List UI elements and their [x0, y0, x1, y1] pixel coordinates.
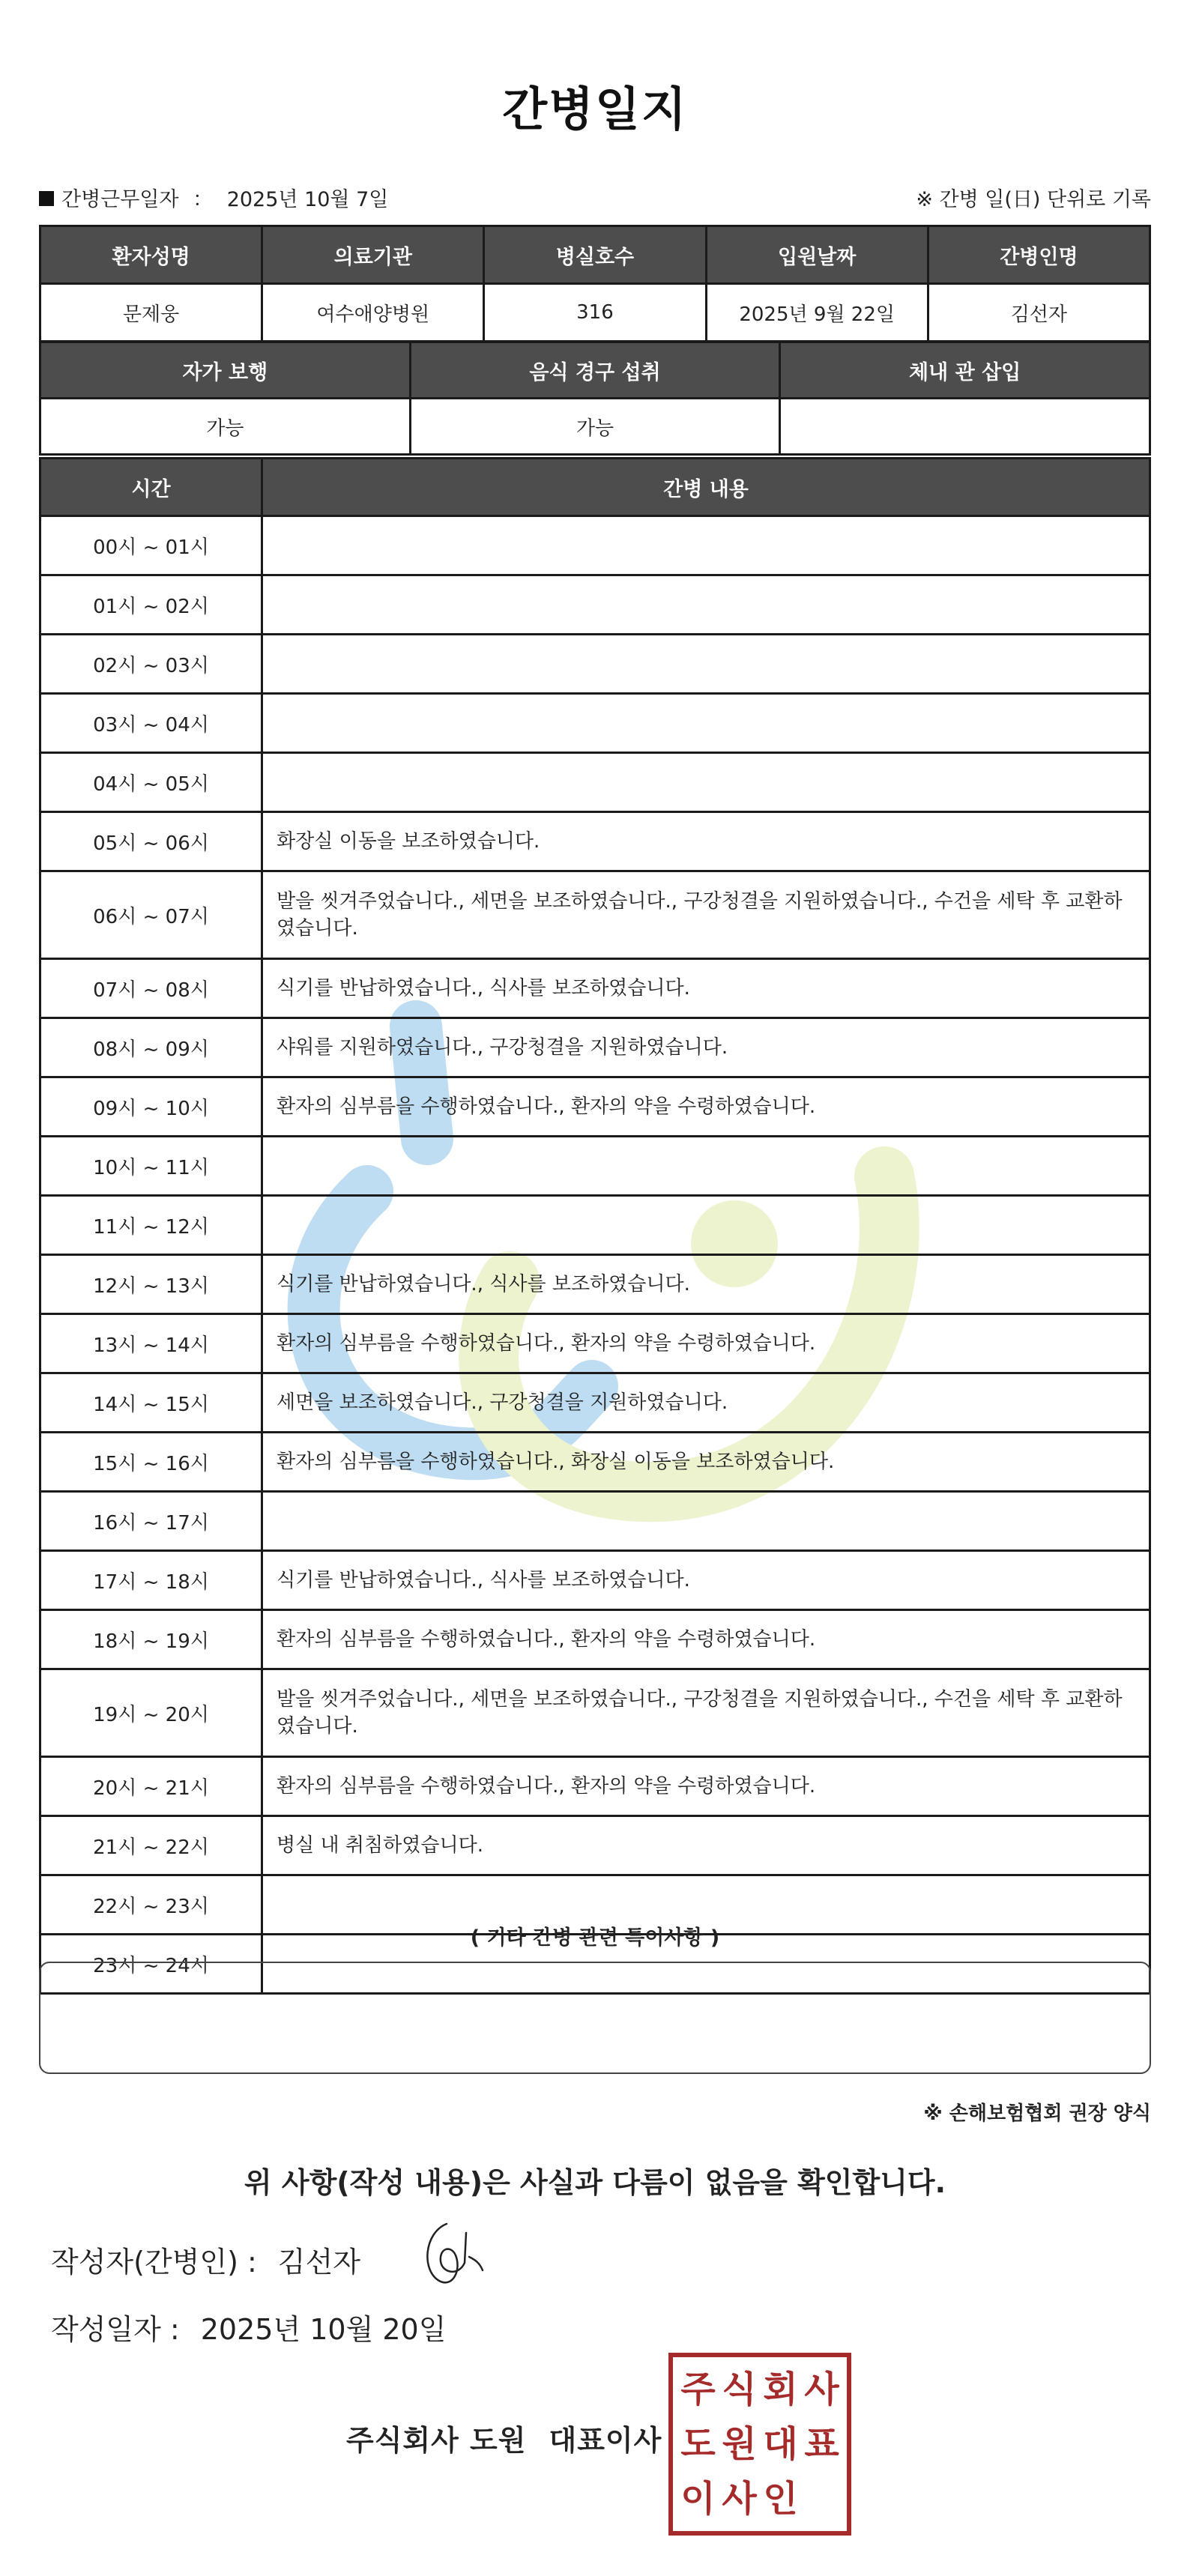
care-log-content: 식기를 반납하였습니다., 식사를 보조하였습니다.	[262, 959, 1150, 1018]
patient-status-value-row	[40, 399, 1150, 455]
care-log-row	[40, 959, 1150, 1018]
patient-status-header-row	[40, 342, 1150, 399]
patient-info-header-row	[40, 226, 1150, 284]
care-log-time: 13시 ~ 14시	[40, 1314, 262, 1373]
hospital-value: 여수애양병원	[262, 284, 484, 342]
care-log-time: 20시 ~ 21시	[40, 1757, 262, 1816]
header-hospital: 의료기관	[262, 226, 484, 284]
header-patient-name: 환자성명	[40, 226, 262, 284]
care-log-header-row	[40, 459, 1150, 516]
care-log-row	[40, 1433, 1150, 1492]
seal-character: 사	[804, 2368, 839, 2410]
care-log-row	[40, 575, 1150, 635]
care-log-row	[40, 1757, 1150, 1816]
care-log-row	[40, 1196, 1150, 1255]
care-log-row	[40, 1018, 1150, 1077]
care-log-content: 환자의 심부름을 수행하였습니다., 환자의 약을 수령하였습니다.	[262, 1757, 1150, 1816]
care-log-row	[40, 753, 1150, 812]
care-log-content: 환자의 심부름을 수행하였습니다., 환자의 약을 수령하였습니다.	[262, 1314, 1150, 1373]
care-log-row	[40, 694, 1150, 753]
seal-character: 주	[680, 2368, 716, 2410]
care-log-content	[262, 753, 1150, 812]
care-log-content: 발을 씻겨주었습니다., 세면을 보조하였습니다., 구강청결을 지원하였습니다., 수건을 세탁 후 교환하였습니다.	[262, 1669, 1150, 1757]
care-log-time: 17시 ~ 18시	[40, 1551, 262, 1610]
care-log-time: 12시 ~ 13시	[40, 1255, 262, 1314]
caregiver-name-value: 김선자	[928, 284, 1150, 342]
seal-character: 사	[722, 2478, 757, 2521]
page-title: 간병일지	[502, 82, 688, 136]
care-log-row	[40, 1373, 1150, 1433]
care-log-time: 00시 ~ 01시	[40, 516, 262, 575]
care-log-body	[40, 516, 1150, 1994]
written-date-line	[51, 2306, 446, 2347]
writer-line	[51, 2239, 360, 2280]
care-log-row	[40, 1551, 1150, 1610]
care-log-time: 21시 ~ 22시	[40, 1816, 262, 1875]
header-admission-date: 입원날짜	[706, 226, 928, 284]
care-log-time: 03시 ~ 04시	[40, 694, 262, 753]
care-log-content: 환자의 심부름을 수행하였습니다., 환자의 약을 수령하였습니다.	[262, 1077, 1150, 1137]
care-log-time: 06시 ~ 07시	[40, 871, 262, 959]
care-log-row	[40, 1816, 1150, 1875]
seal-character: 도	[680, 2422, 716, 2465]
care-log-content: 샤워를 지원하였습니다., 구강청결을 지원하였습니다.	[262, 1018, 1150, 1077]
care-log-time: 09시 ~ 10시	[40, 1077, 262, 1137]
care-log-content: 세면을 보조하였습니다., 구강청결을 지원하였습니다.	[262, 1373, 1150, 1433]
header-room-number: 병실호수	[484, 226, 706, 284]
company-seal-stamp	[668, 2353, 851, 2536]
seal-character: 인	[763, 2478, 798, 2521]
seal-character: 식	[722, 2368, 757, 2410]
care-log-content: 병실 내 취침하였습니다.	[262, 1816, 1150, 1875]
care-log-content: 화장실 이동을 보조하였습니다.	[262, 812, 1150, 871]
care-log-time: 14시 ~ 15시	[40, 1373, 262, 1433]
care-log-time: 11시 ~ 12시	[40, 1196, 262, 1255]
care-log-content	[262, 1492, 1150, 1551]
work-date-line	[39, 183, 388, 212]
company-name: 주식회사 도원	[346, 2424, 527, 2457]
care-log-row	[40, 516, 1150, 575]
header-time: 시간	[40, 459, 262, 516]
care-log-time: 02시 ~ 03시	[40, 635, 262, 694]
header-tube-insertion: 체내 관 삽입	[780, 342, 1150, 399]
care-log-content: 환자의 심부름을 수행하였습니다., 환자의 약을 수령하였습니다.	[262, 1610, 1150, 1669]
care-log-row	[40, 871, 1150, 959]
patient-info-value-row	[40, 284, 1150, 342]
association-note: ※ 손해보험협회 권장 양식	[923, 2102, 1151, 2125]
seal-characters	[677, 2362, 842, 2527]
care-log-row	[40, 1669, 1150, 1757]
written-date-value: 2025년 10월 20일	[200, 2313, 447, 2346]
care-log-row	[40, 1137, 1150, 1196]
care-log-row	[40, 1255, 1150, 1314]
care-log-time: 19시 ~ 20시	[40, 1669, 262, 1757]
writer-name: 김선자	[277, 2246, 360, 2279]
patient-name-value: 문제웅	[40, 284, 262, 342]
care-log-content: 발을 씻겨주었습니다., 세면을 보조하였습니다., 구강청결을 지원하였습니다., 수건을 세탁 후 교환하였습니다.	[262, 871, 1150, 959]
care-log-content	[262, 1137, 1150, 1196]
written-date-label: 작성일자 :	[51, 2313, 180, 2346]
care-log-content	[262, 575, 1150, 635]
care-log-time: 18시 ~ 19시	[40, 1610, 262, 1669]
care-log-content: 식기를 반납하였습니다., 식사를 보조하였습니다.	[262, 1551, 1150, 1610]
seal-character: 원	[722, 2422, 757, 2465]
seal-character: 표	[804, 2422, 839, 2465]
care-log-content	[262, 694, 1150, 753]
room-number-value: 316	[484, 284, 706, 342]
care-log-row	[40, 812, 1150, 871]
care-log-time: 04시 ~ 05시	[40, 753, 262, 812]
oral-intake-value: 가능	[410, 399, 780, 455]
care-log-time: 05시 ~ 06시	[40, 812, 262, 871]
header-oral-intake: 음식 경구 섭취	[410, 342, 780, 399]
admission-date-value: 2025년 9월 22일	[706, 284, 928, 342]
care-log-time: 15시 ~ 16시	[40, 1433, 262, 1492]
care-log-time: 22시 ~ 23시	[40, 1875, 262, 1935]
care-log-time: 23시 ~ 24시	[40, 1935, 262, 1994]
care-log-row	[40, 1077, 1150, 1137]
header-care-content: 간병 내용	[262, 459, 1150, 516]
care-log-row	[40, 1610, 1150, 1669]
company-line	[346, 2417, 662, 2458]
seal-character: 이	[680, 2478, 716, 2521]
care-log-content: 식기를 반납하였습니다., 식사를 보조하였습니다.	[262, 1255, 1150, 1314]
self-walking-value: 가능	[40, 399, 411, 455]
care-log-time: 07시 ~ 08시	[40, 959, 262, 1018]
work-date-separator: ：	[193, 188, 214, 211]
care-log-row	[40, 1492, 1150, 1551]
seal-character: 대	[763, 2422, 798, 2465]
work-date-value: 2025년 10월 7일	[226, 188, 389, 211]
patient-info-table	[39, 225, 1151, 342]
work-date-label: 간병근무일자	[61, 188, 179, 211]
care-log-time: 10시 ~ 11시	[40, 1137, 262, 1196]
care-log-content	[262, 635, 1150, 694]
care-log-content	[262, 516, 1150, 575]
care-log-row	[40, 635, 1150, 694]
seal-character: 회	[763, 2368, 798, 2410]
care-log-content	[262, 1196, 1150, 1255]
care-log-row	[40, 1314, 1150, 1373]
care-log-time: 01시 ~ 02시	[40, 575, 262, 635]
care-log-table	[39, 457, 1151, 1995]
care-log-time: 08시 ~ 09시	[40, 1018, 262, 1077]
header-caregiver-name: 간병인명	[928, 226, 1150, 284]
header-self-walking: 자가 보행	[40, 342, 411, 399]
patient-status-table	[39, 341, 1151, 456]
square-bullet-icon	[39, 191, 54, 206]
notes-box	[39, 1962, 1151, 2074]
notes-heading: ( 기타 간병 관련 특이사항 )	[470, 1926, 720, 1950]
handwritten-signature	[417, 2218, 484, 2293]
company-title: 대표이사	[549, 2424, 662, 2457]
care-log-time: 16시 ~ 17시	[40, 1492, 262, 1551]
confirmation-statement: 위 사항(작성 내용)은 사실과 다름이 없음을 확인합니다.	[244, 2166, 946, 2199]
writer-label: 작성자(간병인) :	[51, 2246, 257, 2279]
care-log-content: 환자의 심부름을 수행하였습니다., 화장실 이동을 보조하였습니다.	[262, 1433, 1150, 1492]
tube-insertion-value	[780, 399, 1150, 455]
unit-note: ※ 간병 일(日) 단위로 기록	[916, 188, 1151, 211]
